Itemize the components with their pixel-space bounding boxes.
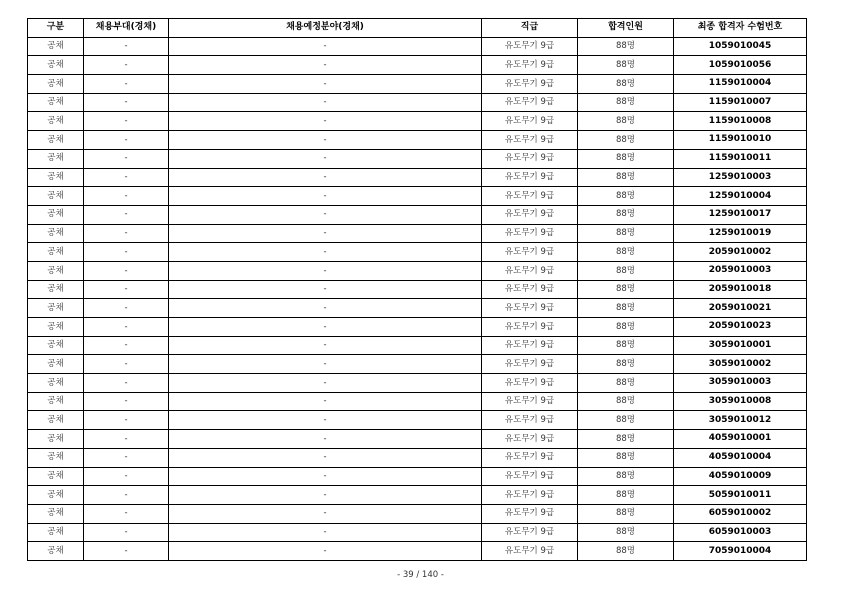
table-row: [28, 448, 807, 467]
cell-field: -: [169, 467, 482, 486]
cell-count: 88명: [578, 392, 674, 411]
cell-type: 공채: [28, 280, 84, 299]
cell-count: 88명: [578, 75, 674, 94]
cell-type: 공채: [28, 224, 84, 243]
cell-unit: -: [84, 299, 169, 318]
cell-grade: 유도무기 9급: [482, 411, 578, 430]
cell-field: -: [169, 205, 482, 224]
cell-number: 4059010004: [674, 448, 807, 467]
cell-count: 88명: [578, 37, 674, 56]
cell-count: 88명: [578, 205, 674, 224]
cell-unit: -: [84, 280, 169, 299]
cell-unit: -: [84, 187, 169, 206]
cell-type: 공채: [28, 523, 84, 542]
table-row: [28, 411, 807, 430]
cell-count: 88명: [578, 261, 674, 280]
cell-count: 88명: [578, 131, 674, 150]
cell-field: -: [169, 486, 482, 505]
cell-number: 1159010008: [674, 112, 807, 131]
cell-grade: 유도무기 9급: [482, 75, 578, 94]
cell-field: -: [169, 448, 482, 467]
cell-type: 공채: [28, 112, 84, 131]
cell-type: 공채: [28, 299, 84, 318]
cell-count: 88명: [578, 299, 674, 318]
cell-field: -: [169, 411, 482, 430]
cell-grade: 유도무기 9급: [482, 243, 578, 262]
cell-unit: -: [84, 542, 169, 561]
cell-field: -: [169, 187, 482, 206]
cell-number: 1259010019: [674, 224, 807, 243]
table-row: [28, 542, 807, 561]
cell-number: 3059010012: [674, 411, 807, 430]
cell-grade: 유도무기 9급: [482, 280, 578, 299]
cell-unit: -: [84, 355, 169, 374]
cell-field: -: [169, 261, 482, 280]
cell-grade: 유도무기 9급: [482, 56, 578, 75]
cell-grade: 유도무기 9급: [482, 318, 578, 337]
table-row: [28, 318, 807, 337]
cell-field: -: [169, 243, 482, 262]
header-count: 합격인원: [578, 19, 674, 38]
cell-type: 공채: [28, 411, 84, 430]
cell-unit: -: [84, 93, 169, 112]
cell-unit: -: [84, 112, 169, 131]
cell-number: 3059010008: [674, 392, 807, 411]
cell-grade: 유도무기 9급: [482, 467, 578, 486]
cell-grade: 유도무기 9급: [482, 168, 578, 187]
cell-number: 7059010004: [674, 542, 807, 561]
cell-number: 1159010004: [674, 75, 807, 94]
cell-unit: -: [84, 374, 169, 393]
cell-type: 공채: [28, 168, 84, 187]
cell-count: 88명: [578, 523, 674, 542]
cell-grade: 유도무기 9급: [482, 187, 578, 206]
cell-number: 2059010021: [674, 299, 807, 318]
table-row: [28, 243, 807, 262]
cell-unit: -: [84, 75, 169, 94]
table-row: [28, 37, 807, 56]
cell-unit: -: [84, 261, 169, 280]
cell-type: 공채: [28, 430, 84, 449]
table-row: [28, 299, 807, 318]
cell-grade: 유도무기 9급: [482, 523, 578, 542]
cell-count: 88명: [578, 448, 674, 467]
cell-grade: 유도무기 9급: [482, 355, 578, 374]
cell-number: 1159010010: [674, 131, 807, 150]
table-row: [28, 355, 807, 374]
cell-field: -: [169, 430, 482, 449]
cell-number: 6059010002: [674, 504, 807, 523]
table-row: [28, 168, 807, 187]
table-row: [28, 430, 807, 449]
cell-number: 2059010018: [674, 280, 807, 299]
cell-field: -: [169, 131, 482, 150]
cell-unit: -: [84, 205, 169, 224]
cell-type: 공채: [28, 467, 84, 486]
results-table: [27, 18, 807, 561]
cell-field: -: [169, 392, 482, 411]
cell-type: 공채: [28, 187, 84, 206]
header-type: 구분: [28, 19, 84, 38]
cell-unit: -: [84, 486, 169, 505]
cell-unit: -: [84, 131, 169, 150]
cell-unit: -: [84, 411, 169, 430]
cell-type: 공채: [28, 355, 84, 374]
header-field: 채용예정분야(경채): [169, 19, 482, 38]
cell-field: -: [169, 504, 482, 523]
header-grade: 직급: [482, 19, 578, 38]
cell-number: 1159010011: [674, 149, 807, 168]
table-row: [28, 205, 807, 224]
cell-field: -: [169, 374, 482, 393]
cell-grade: 유도무기 9급: [482, 392, 578, 411]
cell-grade: 유도무기 9급: [482, 261, 578, 280]
cell-grade: 유도무기 9급: [482, 504, 578, 523]
cell-field: -: [169, 56, 482, 75]
cell-number: 1259010003: [674, 168, 807, 187]
cell-unit: -: [84, 336, 169, 355]
cell-number: 1159010007: [674, 93, 807, 112]
cell-count: 88명: [578, 411, 674, 430]
cell-type: 공채: [28, 542, 84, 561]
cell-field: -: [169, 542, 482, 561]
page-number: - 39 / 140 -: [397, 570, 444, 580]
cell-field: -: [169, 336, 482, 355]
cell-type: 공채: [28, 205, 84, 224]
cell-unit: -: [84, 318, 169, 337]
cell-count: 88명: [578, 430, 674, 449]
cell-number: 3059010001: [674, 336, 807, 355]
cell-type: 공채: [28, 75, 84, 94]
table-row: [28, 56, 807, 75]
table-row: [28, 392, 807, 411]
table-row: [28, 187, 807, 206]
cell-grade: 유도무기 9급: [482, 93, 578, 112]
cell-grade: 유도무기 9급: [482, 430, 578, 449]
cell-grade: 유도무기 9급: [482, 149, 578, 168]
cell-type: 공채: [28, 149, 84, 168]
cell-type: 공채: [28, 486, 84, 505]
cell-grade: 유도무기 9급: [482, 299, 578, 318]
cell-field: -: [169, 299, 482, 318]
cell-field: -: [169, 149, 482, 168]
table-row: [28, 75, 807, 94]
table-row: [28, 486, 807, 505]
header-row: [28, 19, 807, 38]
cell-grade: 유도무기 9급: [482, 205, 578, 224]
cell-grade: 유도무기 9급: [482, 448, 578, 467]
cell-field: -: [169, 112, 482, 131]
cell-number: 3059010002: [674, 355, 807, 374]
cell-unit: -: [84, 467, 169, 486]
cell-number: 2059010003: [674, 261, 807, 280]
cell-type: 공채: [28, 93, 84, 112]
cell-field: -: [169, 355, 482, 374]
cell-number: 1059010045: [674, 37, 807, 56]
table-row: [28, 280, 807, 299]
cell-count: 88명: [578, 56, 674, 75]
cell-field: -: [169, 75, 482, 94]
cell-field: -: [169, 280, 482, 299]
cell-unit: -: [84, 430, 169, 449]
cell-field: -: [169, 224, 482, 243]
cell-grade: 유도무기 9급: [482, 37, 578, 56]
table-row: [28, 504, 807, 523]
cell-field: -: [169, 318, 482, 337]
cell-number: 2059010023: [674, 318, 807, 337]
cell-unit: -: [84, 224, 169, 243]
table-row: [28, 261, 807, 280]
cell-grade: 유도무기 9급: [482, 336, 578, 355]
cell-count: 88명: [578, 224, 674, 243]
table-row: [28, 112, 807, 131]
cell-type: 공채: [28, 374, 84, 393]
cell-grade: 유도무기 9급: [482, 374, 578, 393]
table-row: [28, 149, 807, 168]
table-row: [28, 93, 807, 112]
cell-grade: 유도무기 9급: [482, 224, 578, 243]
cell-count: 88명: [578, 336, 674, 355]
cell-count: 88명: [578, 243, 674, 262]
cell-count: 88명: [578, 504, 674, 523]
cell-number: 4059010009: [674, 467, 807, 486]
table-row: [28, 467, 807, 486]
cell-number: 6059010003: [674, 523, 807, 542]
cell-unit: -: [84, 37, 169, 56]
cell-count: 88명: [578, 280, 674, 299]
cell-grade: 유도무기 9급: [482, 131, 578, 150]
cell-grade: 유도무기 9급: [482, 112, 578, 131]
cell-number: 1059010056: [674, 56, 807, 75]
cell-number: 3059010003: [674, 374, 807, 393]
cell-count: 88명: [578, 486, 674, 505]
cell-field: -: [169, 93, 482, 112]
cell-field: -: [169, 523, 482, 542]
cell-count: 88명: [578, 93, 674, 112]
cell-number: 2059010002: [674, 243, 807, 262]
cell-unit: -: [84, 149, 169, 168]
cell-type: 공채: [28, 504, 84, 523]
cell-count: 88명: [578, 149, 674, 168]
cell-unit: -: [84, 168, 169, 187]
cell-count: 88명: [578, 542, 674, 561]
cell-grade: 유도무기 9급: [482, 486, 578, 505]
cell-type: 공채: [28, 392, 84, 411]
cell-count: 88명: [578, 374, 674, 393]
cell-type: 공채: [28, 131, 84, 150]
table-row: [28, 374, 807, 393]
cell-unit: -: [84, 448, 169, 467]
cell-type: 공채: [28, 37, 84, 56]
cell-number: 5059010011: [674, 486, 807, 505]
table-row: [28, 224, 807, 243]
header-number: 최종 합격자 수험번호: [674, 19, 807, 38]
cell-unit: -: [84, 56, 169, 75]
cell-type: 공채: [28, 243, 84, 262]
cell-count: 88명: [578, 112, 674, 131]
cell-count: 88명: [578, 355, 674, 374]
cell-type: 공채: [28, 261, 84, 280]
cell-unit: -: [84, 504, 169, 523]
cell-unit: -: [84, 392, 169, 411]
cell-count: 88명: [578, 187, 674, 206]
cell-count: 88명: [578, 467, 674, 486]
cell-number: 4059010001: [674, 430, 807, 449]
cell-unit: -: [84, 243, 169, 262]
cell-type: 공채: [28, 448, 84, 467]
cell-field: -: [169, 37, 482, 56]
table-row: [28, 131, 807, 150]
cell-unit: -: [84, 523, 169, 542]
table-row: [28, 523, 807, 542]
cell-count: 88명: [578, 168, 674, 187]
cell-grade: 유도무기 9급: [482, 542, 578, 561]
cell-type: 공채: [28, 318, 84, 337]
cell-number: 1259010017: [674, 205, 807, 224]
cell-count: 88명: [578, 318, 674, 337]
cell-field: -: [169, 168, 482, 187]
header-unit: 채용부대(경채): [84, 19, 169, 38]
cell-number: 1259010004: [674, 187, 807, 206]
cell-type: 공채: [28, 56, 84, 75]
table-row: [28, 336, 807, 355]
cell-type: 공채: [28, 336, 84, 355]
